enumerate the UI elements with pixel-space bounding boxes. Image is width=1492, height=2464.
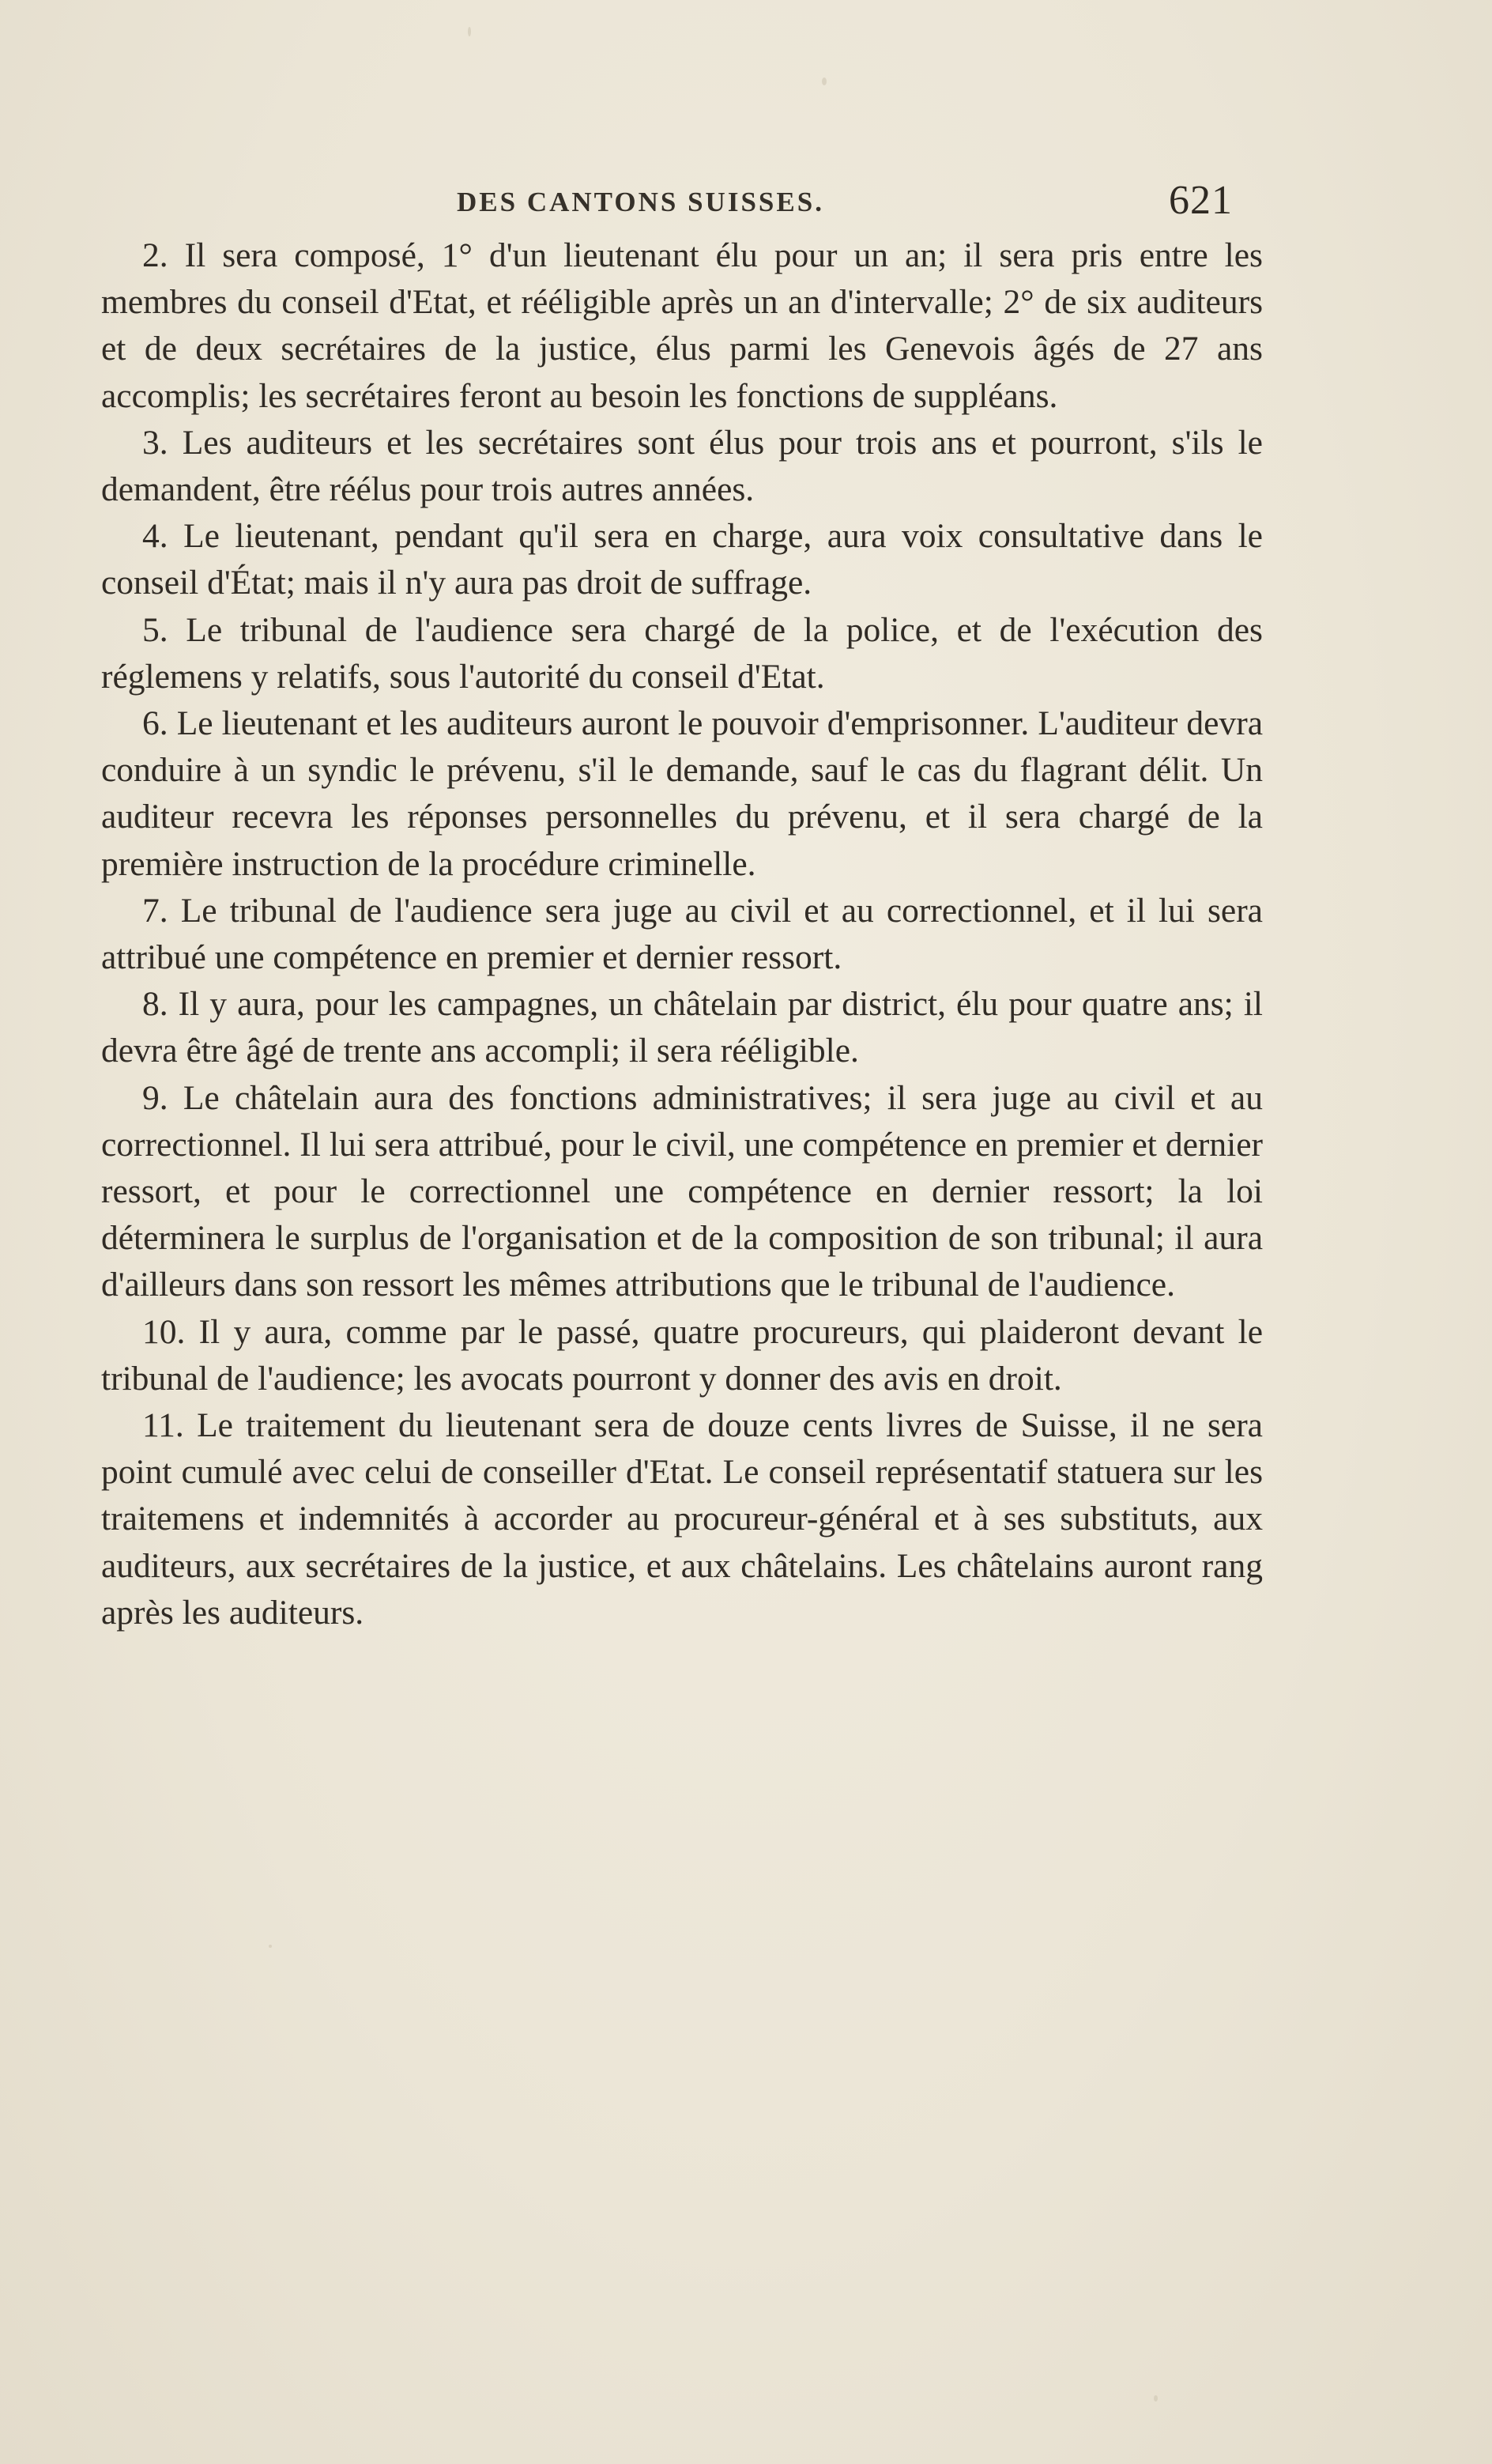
paper-speck bbox=[269, 1945, 272, 1948]
running-head-title: DES CANTONS SUISSES. bbox=[457, 187, 824, 217]
page-number: 621 bbox=[1169, 178, 1233, 223]
paragraph-article-4: 4. Le lieutenant, pendant qu'il sera en charge, aura voix consultative dans le conseil d'État; mais il n'y aura pas droit de suffrage. bbox=[101, 517, 1263, 602]
paper-speck bbox=[468, 27, 471, 36]
paragraph-article-3: 3. Les auditeurs et les secrétaires sont élus pour trois ans et pourront, s'ils le demandent, être réélus pour trois autres années. bbox=[101, 423, 1263, 509]
paragraph-article-5: 5. Le tribunal de l'audience sera chargé de la police, et de l'exécution des réglemens y relatifs, sous l'autorité du conseil d'Etat. bbox=[101, 610, 1263, 696]
paragraph-article-11: 11. Le traitement du lieutenant sera de douze cents livres de Suisse, il ne sera point cumulé avec celui de conseiller d'Etat. Le conseil représentatif statuera sur les traitemens et indemnités à accorder au procureur-général et à ses substituts, aux auditeurs, aux secrétaires de la justice, et aux châtelains. Les châtelains auront rang après les auditeurs. bbox=[101, 1406, 1263, 1632]
paragraph-article-2: 2. Il sera composé, 1° d'un lieutenant élu pour un an; il sera pris entre les membres du conseil d'Etat, et rééligible après un an d'intervalle; 2° de six auditeurs et de deux secrétaires de la justice, élus parmi les Genevois âgés de 27 ans accomplis; les secrétaires feront au besoin les fonctions de suppléans. bbox=[101, 236, 1263, 415]
running-head bbox=[103, 180, 1264, 228]
paragraph-article-8: 8. Il y aura, pour les campagnes, un châtelain par district, élu pour quatre ans; il devra être âgé de trente ans accompli; il sera rééligible. bbox=[101, 985, 1263, 1070]
paragraph-article-6: 6. Le lieutenant et les auditeurs auront le pouvoir d'emprisonner. L'auditeur devra conduire à un syndic le prévenu, s'il le demande, sauf le cas du flagrant délit. Un auditeur recevra les réponses personnelles du prévenu, et il sera chargé de la première instruction de la procédure criminelle. bbox=[101, 704, 1263, 883]
paragraph-article-7: 7. Le tribunal de l'audience sera juge au civil et au correctionnel, et il lui sera attribué une compétence en premier et dernier ressort. bbox=[101, 891, 1263, 977]
paragraph-article-9: 9. Le châtelain aura des fonctions administratives; il sera juge au civil et au correctionnel. Il lui sera attribué, pour le civil, une compétence en premier et dernier ressort, et pour le correctionnel une compétence en dernier ressort; la loi déterminera le surplus de l'organisation et de la composition de son tribunal; il aura d'ailleurs dans son ressort les mêmes attributions que le tribunal de l'audience. bbox=[101, 1078, 1263, 1304]
paper-speck bbox=[1154, 2395, 1158, 2402]
paragraph-article-10: 10. Il y aura, comme par le passé, quatre procureurs, qui plaideront devant le tribunal de l'audience; les avocats pourront y donner des avis en droit. bbox=[101, 1312, 1263, 1398]
paper-speck bbox=[822, 77, 827, 85]
body-text bbox=[101, 232, 1263, 1636]
